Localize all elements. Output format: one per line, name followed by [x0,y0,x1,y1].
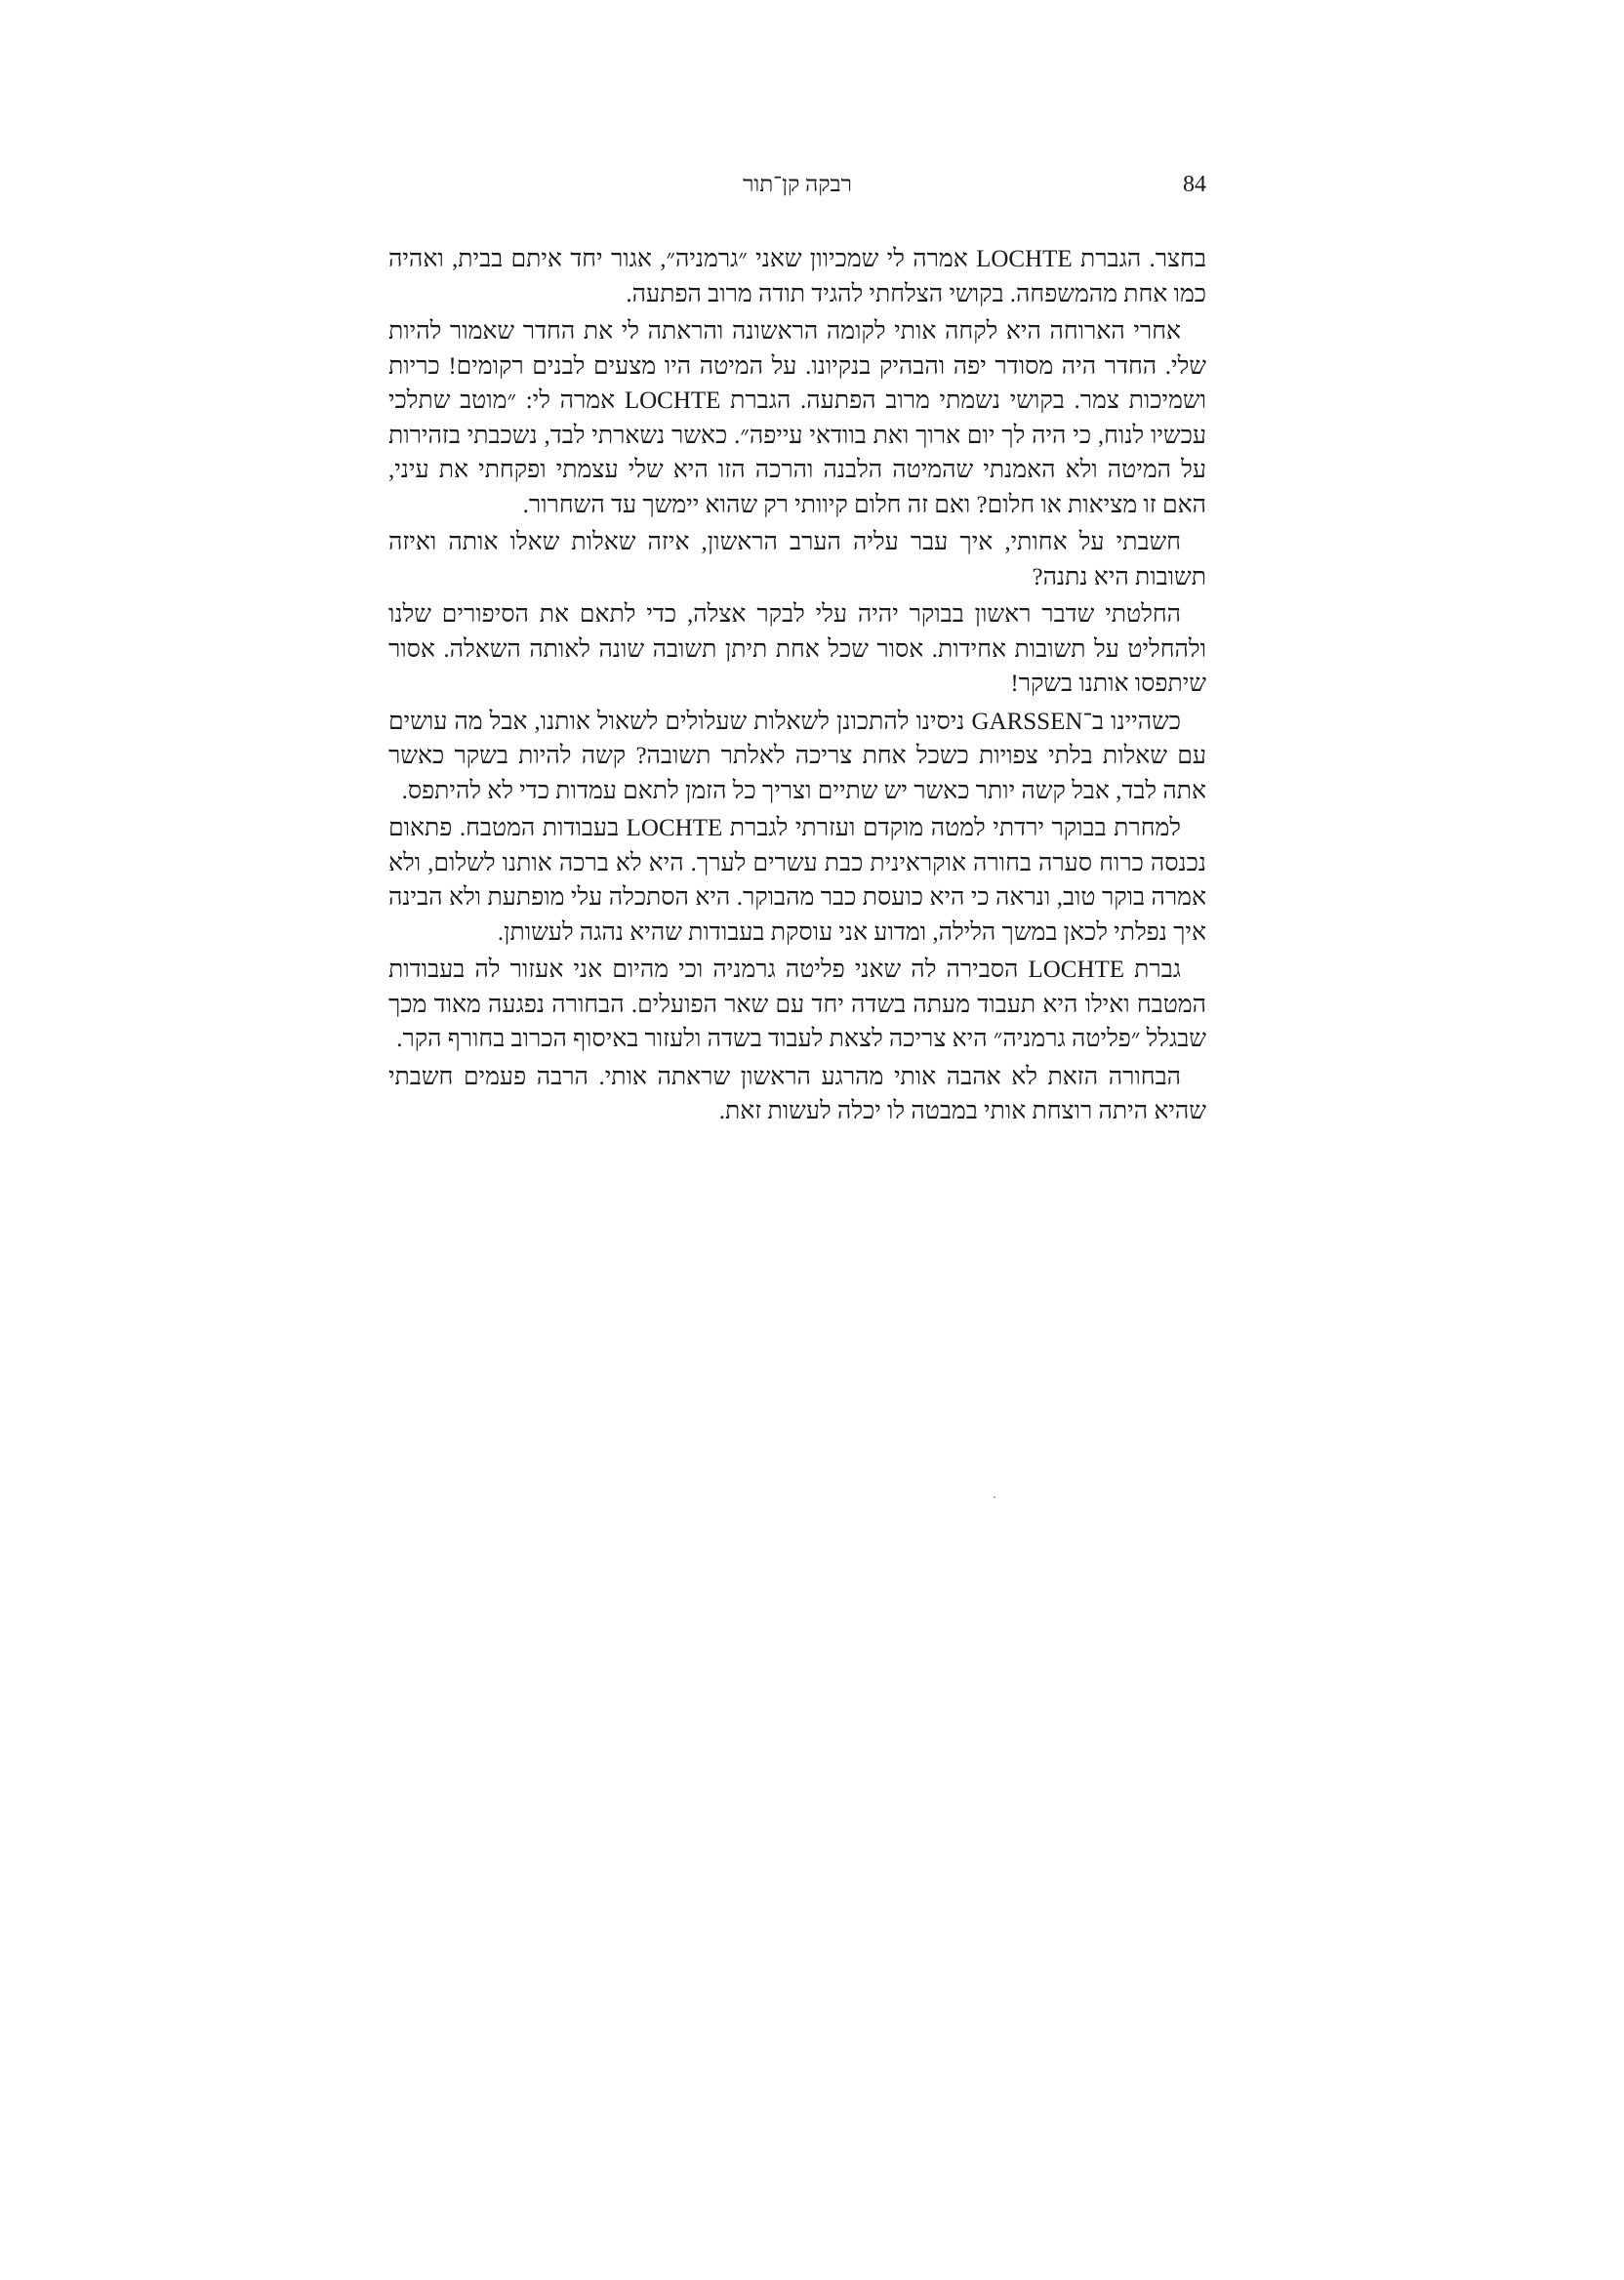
paragraph: בחצר. הגברת LOCHTE אמרה לי שמכיוון שאני ״גרמניה״, אגור יחד איתם בבית, ואהיה כמו אחת מהמשפחה. בקושי הצלחתי להגיד תודה מרוב הפתעה. [388,246,1206,307]
page-header [388,172,1206,211]
paragraph: כשהיינו ב־GARSSEN ניסינו להתכונן לשאלות שעלולים לשאול אותנו, אבל מה עושים עם שאלות בלתי צפויות כשכל אחת צריכה לאלתר תשובה? קשה להיות בשקר כאשר אתה לבד, אבל קשה יותר כאשר יש שתיים וצריך כל הזמן לתאם עמדות כדי לא להיתפס. [388,708,1206,804]
paragraph: הבחורה הזאת לא אהבה אותי מהרגע הראשון שראתה אותי. הרבה פעמים חשבתי שהיא היתה רוצחת אותי במבטה לו יכלה לעשות זאת. [388,1063,1206,1124]
page-number: 84 [1183,172,1206,197]
running-head: רבקה קן־תור [743,172,852,196]
paragraph: גברת LOCHTE הסבירה לה שאני פליטה גרמניה וכי מהיום אני אעזור לה בעבודות המטבח ואילו היא תעבוד מעתה בשדה יחד עם שאר הפועלים. הבחורה נפגעה מאוד מכך שבגלל ״פליטה גרמניה״ היא צריכה לצאת לעבוד בשדה ולעזור באיסוף הכרוב בחורף הקר. [388,957,1206,1052]
paragraph: אחרי הארוחה היא לקחה אותי לקומה הראשונה והראתה לי את החדר שאמור להיות שלי. החדר היה מסודר יפה והבהיק בנקיונו. על המיטה היו מצעים לבנים רקומים! כריות ושמיכות צמר. בקושי נשמתי מרוב הפתעה. הגברת LOCHTE אמרה לי: ״מוטב שתלכי עכשיו לנוח, כי היה לך יום ארוך ואת בוודאי עייפה״. כאשר נשארתי לבד, נשכבתי בזהירות על המיטה ולא האמנתי שהמיטה הלבנה והרכה הזו היא שלי עצמתי ופקחתי את עיני, האם זו מציאות או חלום? ואם זה חלום קיוותי רק שהוא יימשך עד השחרור. [388,318,1206,518]
paragraph: חשבתי על אחותי, איך עבר עליה הערב הראשון, איזה שאלות שאלו אותה ואיזה תשובות היא נתנה? [388,529,1206,590]
body-text [388,242,1206,1129]
scan-speck [994,1496,995,1498]
paragraph: למחרת בבוקר ירדתי למטה מוקדם ועזרתי לגברת LOCHTE בעבודות המטבח. פתאום נכנסה כרוח סערה בחורה אוקראינית כבת עשרים לערך. היא לא ברכה אותנו לשלום, ולא אמרה בוקר טוב, ונראה כי היא כועסת כבר מהבוקר. היא הסתכלה עלי מופתעת ולא הבינה איך נפלתי לכאן במשך הלילה, ומדוע אני עוסקת בעבודות שהיא נהגה לעשותן. [388,815,1206,946]
paragraph: החלטתי שדבר ראשון בבוקר יהיה עלי לבקר אצלה, כדי לתאם את הסיפורים שלנו ולהחליט על תשובות אחידות. אסור שכל אחת תיתן תשובה שונה לאותה השאלה. אסור שיתפסו אותנו בשקר! [388,601,1206,697]
